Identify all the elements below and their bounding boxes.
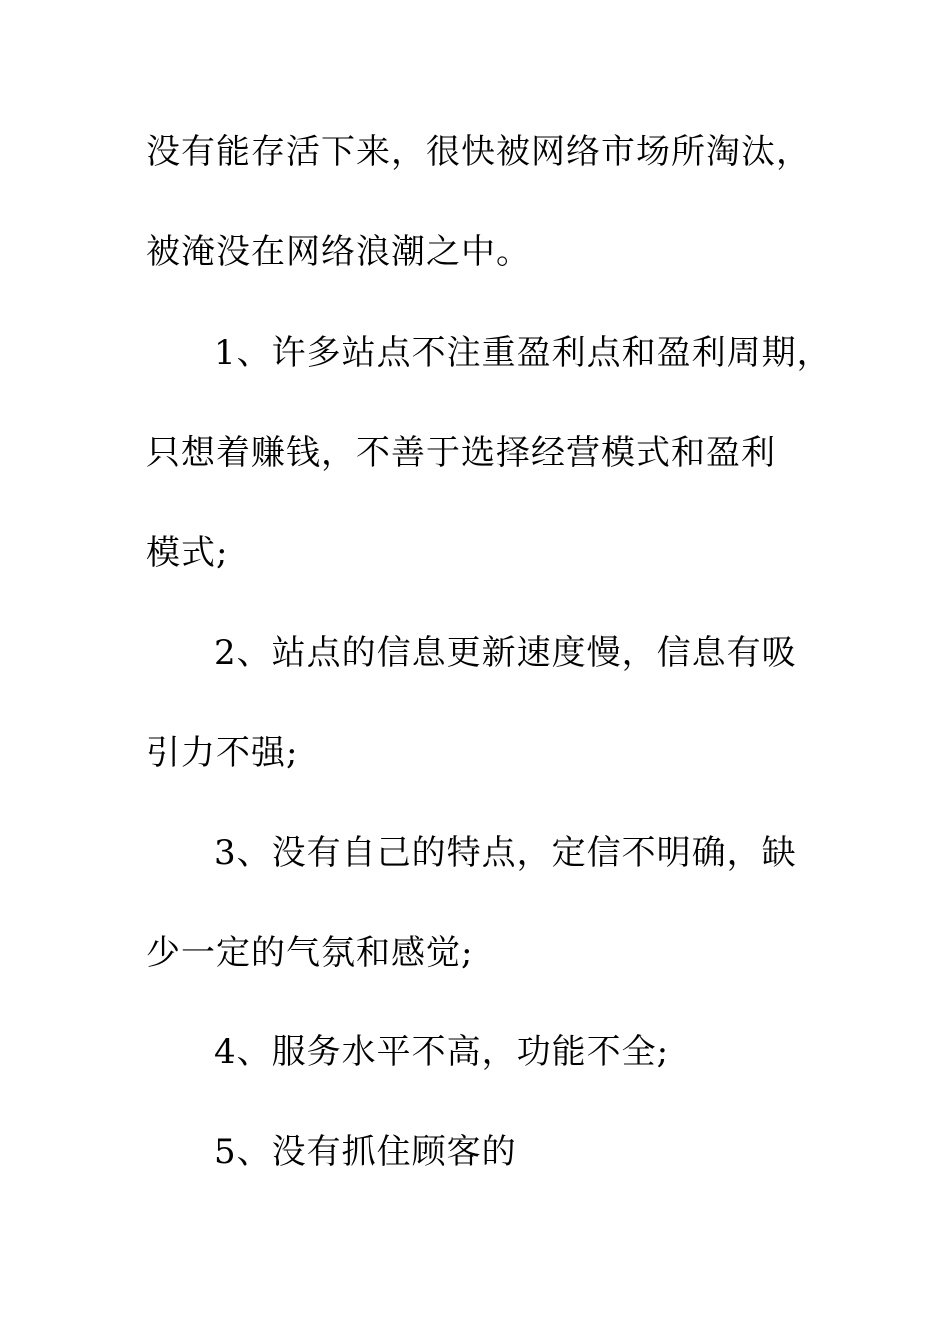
text-line: 模式; [146,533,229,573]
list-item-5: 5、没有抓住顾客的 [214,1132,517,1172]
list-item-1: 1、许多站点不注重盈利点和盈利周期， [214,333,832,373]
list-item-2: 2、站点的信息更新速度慢，信息有吸 [214,633,797,673]
text-line: 只想着赚钱，不善于选择经营模式和盈利 [146,433,776,473]
text-line: 少一定的气氛和感觉; [146,933,474,973]
text-line: 引力不强; [146,733,299,773]
list-item-4: 4、服务水平不高，功能不全; [214,1032,670,1072]
text-line: 没有能存活下来，很快被网络市场所淘汰， [146,132,811,172]
text-line: 被淹没在网络浪潮之中。 [146,232,531,272]
list-item-3: 3、没有自己的特点，定信不明确，缺 [214,833,797,873]
